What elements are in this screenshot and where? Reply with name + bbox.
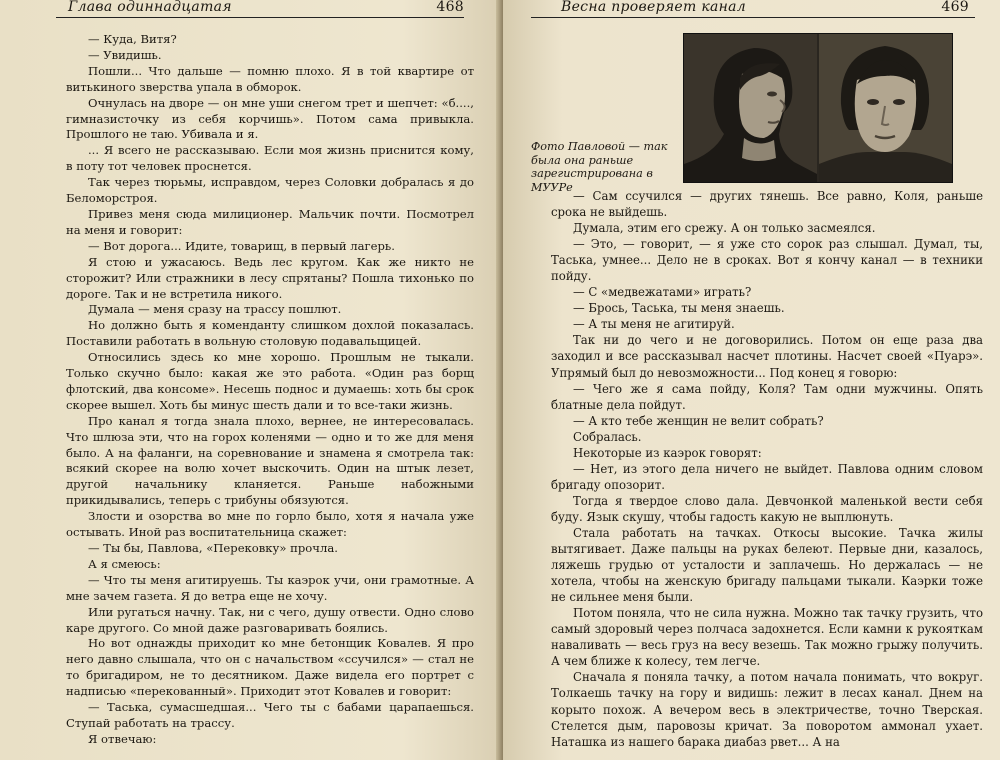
chapter-title: Глава одиннадцатая [68, 0, 232, 15]
paragraph: Думала, этим его срежу. А он только засмеялся. [573, 221, 876, 236]
paragraph: — Чего же я сама пойду, Коля? Там одни мужчины. Опять блатные дела пойдут. [551, 381, 983, 412]
paragraph: — Куда, Витя? [88, 32, 177, 46]
paragraph: — Увидишь. [88, 47, 162, 62]
paragraph: А я смеюсь: [88, 556, 161, 571]
right-running-head [531, 0, 975, 18]
photo-caption: Фото Павловой — так была она раньше зарегистрирована в МУУРе [531, 140, 668, 194]
paragraph: — Таська, сумасшедшая... Чего ты с бабами царапаешься. Ступай работать на трассу. [66, 700, 474, 730]
paragraph: Относились здесь ко мне хорошо. Прошлым не тыкали. Только скучно было: какая же это работа. «Один раз борщ флотский, два консоме». Несешь поднос и думаешь: хоть бы срок скорее вышел. Хоть бы минус шесть дали и то все-таки жизнь. [66, 350, 474, 412]
paragraph: Злости и озорства во мне по горло было, хотя я начала уже остывать. Иной раз воспитательница скажет: [66, 509, 474, 540]
left-running-head [56, 0, 464, 18]
paragraph: Так через тюрьмы, исправдом, через Соловки добралась я до Беломорстроя. [66, 175, 474, 206]
paragraph: Но должно быть я коменданту слишком дохлой показалась. Поставили работать в вольную столовую подавальщицей. [66, 318, 474, 349]
paragraph: Но вот однажды приходит ко мне бетонщик Ковалев. Я про него давно слышала, что он с начальством «ссучился» — стал не то бригадиром, не то десятником. Даже видела его портрет с надписью «перекованный». Приходит этот Ковалев и говорит: [66, 636, 474, 699]
paragraph: — Это, — говорит, — я уже сто сорок раз слышал. Думал, ты, Таська, умнее... Дело не в сроках. Вот я кончу канал — в техники пойду. [551, 237, 983, 284]
page-number-left: 468 [436, 0, 464, 15]
left-body-text [66, 32, 474, 748]
paragraph: — Нет, из этого дела ничего не выйдет. Павлова одним словом бригаду опозорит. [551, 461, 983, 492]
paragraph: Я стою и ужасаюсь. Ведь лес кругом. Как же никто не сторожит? Или стражники в лесу спрятаны? Пошла тихонько по дороге. Так и не встретила никого. [66, 254, 474, 301]
paragraph: — Брось, Таська, ты меня знаешь. [573, 301, 785, 316]
frontal-portrait [819, 34, 952, 182]
paragraph: — С «медвежатами» играть? [573, 285, 752, 300]
paragraph: Я отвечаю: [88, 731, 157, 746]
paragraph: Некоторые из каэрок говорят: [573, 445, 762, 460]
mugshot-photo [683, 33, 953, 183]
paragraph: Думала — меня сразу на трассу пошлют. [88, 302, 342, 317]
paragraph: Сначала я поняла тачку, а потом начала понимать, что вокруг. Толкаешь тачку на гору и видишь: лежит в лесах канал. Днем на корыто похож. А вечером весь в электричестве, точно Тверская. Стелется дым, паровозы кричат. За поворотом аммонал ухает. Наташка из нашего барака диабаз рвет... А на [551, 670, 983, 749]
paragraph: — А кто тебе женщин не велит собрать? [573, 413, 824, 428]
paragraph: Так ни до чего и не договорились. Потом он еще раза два заходил и все рассказывал насчет плотины. Насчет своей «Пуарэ». Упрямый был до невозможности... Под конец я говорю: [551, 333, 983, 380]
paragraph: Тогда я твердое слово дала. Девчонкой маленькой вести себя буду. Язык скушу, чтобы гадость какую не выплюнуть. [551, 493, 983, 524]
paragraph: — Вот дорога... Идите, товарищ, в первый лагерь. [88, 238, 395, 253]
page-number-right: 469 [941, 0, 969, 15]
paragraph: — Сам ссучился — других тянешь. Все равно, Коля, раньше срока не выйдешь. [551, 189, 983, 220]
paragraph: ... Я всего не рассказываю. Если моя жизнь приснится кому, в поту тот человек проснется. [66, 143, 474, 174]
paragraph: Привез меня сюда милиционер. Мальчик почти. Посмотрел на меня и говорит: [66, 206, 474, 237]
right-body-text [551, 188, 983, 750]
paragraph: — Что ты меня агитируешь. Ты каэрок учи, они грамотные. А мне зачем газета. Я до ветра еще не хочу. [66, 572, 474, 603]
paragraph: — А ты меня не агитируй. [573, 317, 735, 332]
paragraph: Или ругаться начну. Так, ни с чего, душу отвести. Одно слово каре другого. Со мной даже разговаривать боялись. [66, 604, 474, 635]
paragraph: Стала работать на тачках. Откосы высокие. Тачка жилы вытягивает. Даже пальцы на руках белеют. Первые дни, казалось, ляжешь грудью от усталости и заплачешь. Но держалась — не хотела, чтобы на женскую бригаду пальцами тыкали. Каэрки тоже не сильнее меня были. [551, 525, 983, 605]
paragraph: Собралась. [573, 429, 642, 444]
paragraph: Очнулась на дворе — он мне уши снегом трет и шепчет: «б...., гимназисточку из себя корчишь». Потом сама привыкла. Прошлого не таю. Убивала и я. [66, 95, 474, 142]
paragraph: Пошли... Что дальше — помню плохо. Я в той квартире от витькиного зверства упала в обморок. [66, 63, 474, 94]
paragraph: Потом поняла, что не сила нужна. Можно так тачку грузить, что самый здоровый через полчаса задохнется. Если камни к рукояткам наваливать — весь груз на весу везешь. Так можно грыжу получить. А чем ближе к колесу, тем легче. [551, 606, 983, 669]
running-title: Весна проверяет канал [561, 0, 747, 15]
profile-portrait [684, 34, 817, 182]
paragraph: — Ты бы, Павлова, «Перековку» прочла. [88, 541, 338, 555]
right-page [503, 0, 1000, 760]
paragraph: Про канал я тогда знала плохо, вернее, не интересовалась. Что шлюза эти, что на горох коленями — одно и то же для меня было. А на фаланги, на соревнование и знамена я смотрела так: всякий скорее на волю хочет выскочить. Один на штык лезет, другой начальнику кланяется. Раньше набожными прикидывались, теперь с трибуны обязуются. [66, 413, 474, 508]
